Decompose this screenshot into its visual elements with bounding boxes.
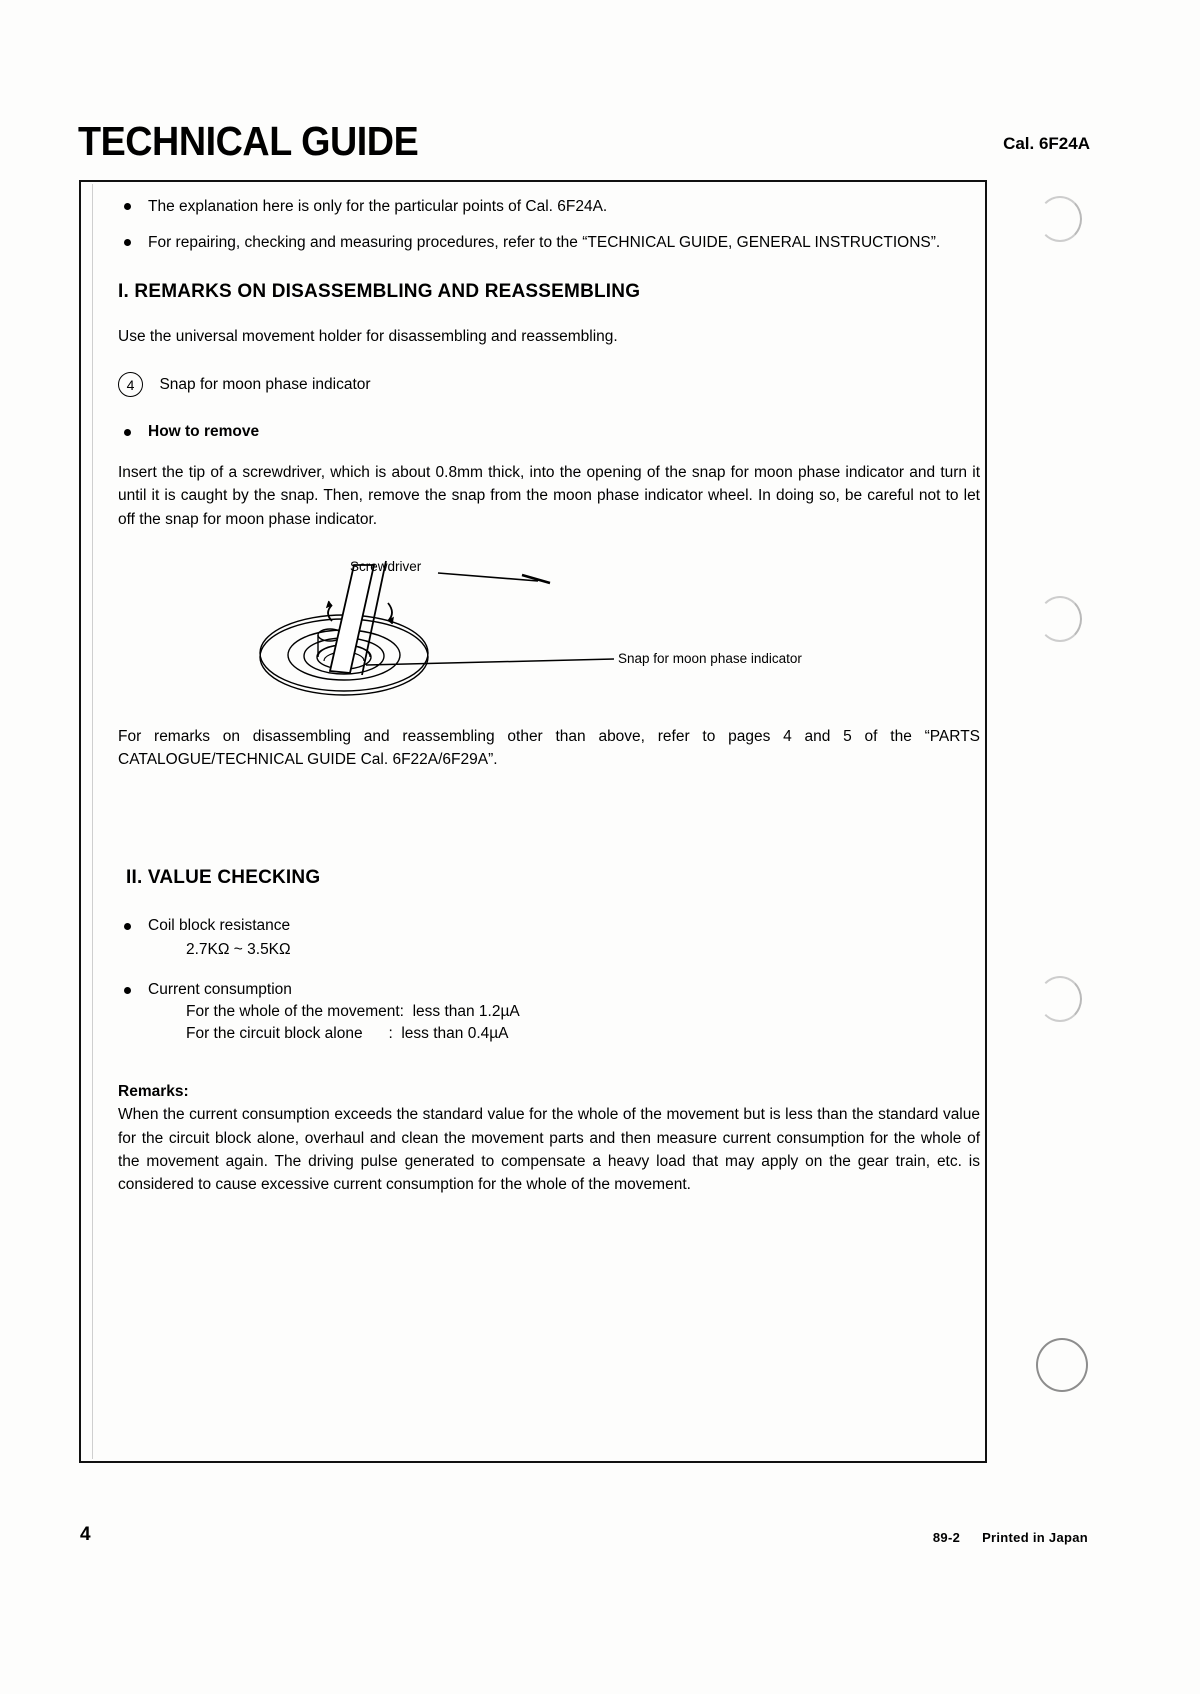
current-circuit-block: For the circuit block alone : less than 0.4µA xyxy=(186,1025,509,1043)
footer-imprint xyxy=(933,1530,1088,1545)
bullet-dot-icon xyxy=(124,239,131,246)
page-content xyxy=(118,196,980,1196)
section-one-closing: For remarks on disassembling and reassembling other than above, refer to pages 4 and 5 of the “PARTS CATALOGUE/TECHNICAL GUIDE Cal. 6F22A/6F29A”. xyxy=(118,727,980,769)
bullet-dot-icon xyxy=(124,923,131,930)
bullet-dot-icon xyxy=(124,987,131,994)
bullet-dot-icon xyxy=(124,203,131,210)
section-one-intro: Use the universal movement holder for disassembling and reassembling. xyxy=(118,327,618,345)
intro-bullet-2 xyxy=(118,232,980,254)
removal-instruction: Insert the tip of a screwdriver, which is about 0.8mm thick, into the opening of the snap for moon phase indicator and turn it until it is caught by the snap. Then, remove the snap from the moon phase indicator wheel. In doing so, be careful not to let off the snap for moon phase indicator. xyxy=(118,464,980,528)
page-header xyxy=(78,118,1090,170)
caliber-label: Cal. 6F24A xyxy=(1003,134,1090,153)
intro-bullet-1-text: The explanation here is only for the particular points of Cal. 6F24A. xyxy=(148,198,608,215)
figure-illustration xyxy=(118,553,980,703)
remarks-heading: Remarks: xyxy=(118,1083,189,1101)
removal-figure xyxy=(118,553,980,703)
page-title: TECHNICAL GUIDE xyxy=(78,118,419,164)
intro-bullet-1 xyxy=(118,196,980,218)
footer-code: 89-2 xyxy=(932,1530,961,1545)
section-heading-two: II. VALUE CHECKING xyxy=(126,867,321,889)
page-number: 4 xyxy=(80,1524,91,1545)
current-whole-movement: For the whole of the movement: less than 1.2µA xyxy=(186,1003,520,1021)
section-heading-one: I. REMARKS ON DISASSEMBLING AND REASSEMBLING xyxy=(118,280,641,302)
how-to-remove-label: How to remove xyxy=(148,423,260,441)
punch-hole-mark xyxy=(1038,976,1082,1022)
remarks-body: When the current consumption exceeds the standard value for the whole of the movement but is less than the standard value for the circuit block alone, overhaul and clean the movement parts and then measure current consumption for the whole of the movement again. The driving pulse generated to compensate a heavy load that may apply on the gear train, etc. is considered to cause excessive current consumption for the whole of the movement. xyxy=(118,1106,980,1194)
current-consumption-label: Current consumption xyxy=(148,981,292,999)
coil-resistance-value: 2.7KΩ ~ 3.5KΩ xyxy=(186,941,291,959)
bullet-dot-icon xyxy=(124,429,131,436)
coil-resistance-label: Coil block resistance xyxy=(148,917,291,935)
figure-label-snap: Snap for moon phase indicator xyxy=(618,650,802,666)
current-consumption-item xyxy=(118,981,980,999)
numbered-item xyxy=(118,372,980,397)
figure-label-screwdriver: Screwdriver xyxy=(350,558,422,574)
punch-hole-mark xyxy=(1038,596,1082,642)
coil-resistance-item xyxy=(118,917,980,935)
footer-printed: Printed in Japan xyxy=(982,1530,1088,1545)
punch-hole-mark xyxy=(1036,1338,1088,1392)
how-to-remove-heading xyxy=(118,423,980,441)
intro-bullet-2-text: For repairing, checking and measuring procedures, refer to the “TECHNICAL GUIDE, GENERAL INSTRUCTIONS”. xyxy=(148,234,941,252)
item-number-circle: 4 xyxy=(118,372,143,397)
item-label: Snap for moon phase indicator xyxy=(159,375,371,393)
punch-hole-mark xyxy=(1038,196,1082,242)
frame-inner-rule xyxy=(92,184,93,1459)
